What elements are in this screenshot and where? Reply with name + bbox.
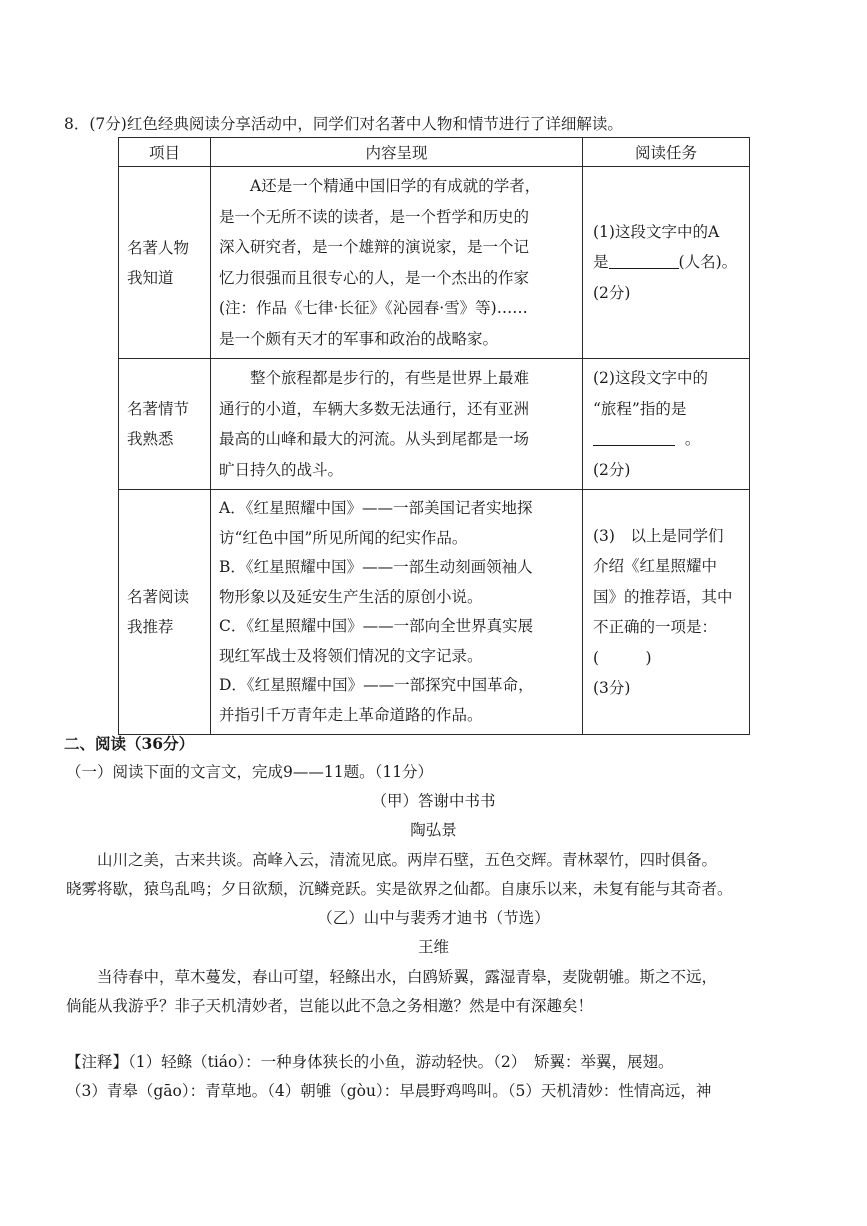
row1-content-line: 深入研究者，是一个雄辩的演说家，是一个记	[219, 238, 530, 256]
table-row-plot	[119, 359, 750, 490]
task1-answer-line	[593, 247, 743, 278]
task1-suffix: (人名)。	[678, 253, 738, 272]
row1-content-line: (注：作品《七律·长征》《沁园春·雪》等)……	[219, 299, 528, 317]
text-a-author: 陶弘景	[410, 821, 457, 839]
row1-task	[583, 167, 750, 359]
task2-suffix: 。	[684, 430, 701, 448]
row1-content-line: 是一个颇有天才的军事和政治的战略家。	[219, 329, 499, 348]
table-header-row	[119, 138, 750, 167]
row1-content	[211, 167, 583, 359]
answer-blank-name[interactable]	[609, 253, 679, 270]
question-8-heading: 8．(7分)红色经典阅读分享活动中，同学们对名著中人物和情节进行了详细解读。	[64, 115, 623, 133]
row2-content-line: 旷日持久的战斗。	[219, 460, 344, 479]
row3-label	[119, 490, 211, 735]
header-task: 阅读任务	[583, 138, 750, 167]
row1-label-line: 我知道	[127, 268, 174, 287]
task3-answer-bracket[interactable]: ( )	[593, 648, 652, 667]
answer-blank-journey[interactable]	[593, 430, 675, 447]
row2-label-line: 我熟悉	[127, 430, 174, 448]
row2-task	[583, 359, 750, 490]
header-content: 内容呈现	[211, 138, 583, 167]
row2-content-line: 通行的小道，车辆大多数无法通行，还有亚洲	[219, 399, 530, 418]
row3-label-line: 名著阅读	[127, 588, 190, 606]
task1-score: (2分)	[593, 283, 631, 302]
table-row-characters	[119, 167, 750, 359]
row1-label-line: 名著人物	[127, 238, 190, 257]
row2-label	[119, 359, 211, 490]
text-a-line: 晓雾将歇，猿鸟乱鸣；夕日欲颓，沉鳞竞跃。实是欲界之仙都。自康乐以来，未复有能与其奇者。	[66, 880, 733, 898]
option-a-line: A．《红星照耀中国》——一部美国记者实地探	[219, 499, 533, 517]
task1-prefix: 是	[593, 253, 609, 272]
option-b-line: B．《红星照耀中国》——一部生动刻画领袖人	[219, 558, 533, 576]
task2-line: “旅程”指的是	[593, 399, 687, 418]
text-b-line: 倘能从我游乎？非子天机清妙者，岂能以此不急之务相邀？然是中有深趣矣！	[66, 997, 594, 1015]
task3-line: 不正确的一项是：	[593, 618, 718, 636]
option-d-line: 并指引千万青年走上革命道路的作品。	[219, 705, 483, 724]
text-a-line: 山川之美，古来共谈。高峰入云，清流见底。两岸石壁，五色交辉。青林翠竹，四时俱备。	[97, 851, 718, 869]
row3-task	[583, 490, 750, 735]
task3-line: 介绍《红星照耀中	[593, 557, 718, 575]
row2-label-line: 名著情节	[127, 400, 190, 418]
task2-line: (2)这段文字中的	[593, 369, 708, 387]
row2-content-line: 最高的山峰和最大的河流。从头到尾都是一场	[219, 430, 530, 448]
row2-content	[211, 359, 583, 490]
row3-label-line: 我推荐	[127, 618, 174, 636]
row1-label	[119, 167, 211, 359]
row3-content	[211, 490, 583, 735]
text-b-author: 王维	[417, 938, 449, 956]
text-a-title: （甲）答谢中书书	[371, 792, 496, 810]
option-c-line: C．《红星照耀中国》——一部向全世界真实展	[219, 617, 534, 635]
part1-instruction: （一）阅读下面的文言文，完成9——11题。（11分）	[66, 763, 434, 781]
row1-content-line: A还是一个精通中国旧学的有成就的学者，	[250, 177, 541, 195]
section-title-reading: 二、阅读（36分）	[64, 734, 195, 753]
option-c-line: 现红军战士及将领们情况的文字记录。	[219, 646, 483, 665]
task3-score: (3分)	[593, 679, 631, 697]
option-b-line: 物形象以及延安生产生活的原创小说。	[219, 587, 483, 606]
row1-content-line: 是一个无所不读的读者，是一个哲学和历史的	[219, 207, 530, 226]
option-a-line: 访“红色中国”所见所闻的纪实作品。	[219, 528, 468, 547]
task1-line: (1)这段文字中的A	[593, 222, 720, 241]
text-b-line: 当待春中，草木蔓发，春山可望，轻鲦出水，白鸥矫翼，露湿青皋，麦陇朝雊。斯之不远，	[97, 968, 718, 986]
question-8-table	[118, 137, 750, 735]
task2-answer-line	[593, 424, 743, 455]
task2-score: (2分)	[593, 460, 631, 479]
option-d-line: D．《红星照耀中国》——一部探究中国革命，	[219, 676, 534, 694]
row1-content-line: 忆力很强而且很专心的人，是一个杰出的作家	[219, 268, 530, 287]
text-b-title: （乙）山中与裴秀才迪书（节选）	[317, 909, 550, 927]
row2-content-line: 整个旅程都是步行的，有些是世界上最难	[250, 369, 530, 387]
notes-line: 【注释】（1）轻鲦（tiáo）：一种身体狭长的小鱼，游动轻快。（2） 矫翼：举翼，展翅。	[66, 1053, 674, 1071]
task3-line: (3) 以上是同学们	[593, 526, 724, 545]
task3-line: 国》的推荐语，其中	[593, 587, 733, 606]
notes-line: （3）青皋（gāo）：青草地。（4）朝雊（gòu）：早晨野鸡鸣叫。（5）天机清妙：性情高远，神	[66, 1082, 712, 1100]
table-row-recommend	[119, 490, 750, 735]
header-item: 项目	[119, 138, 211, 167]
